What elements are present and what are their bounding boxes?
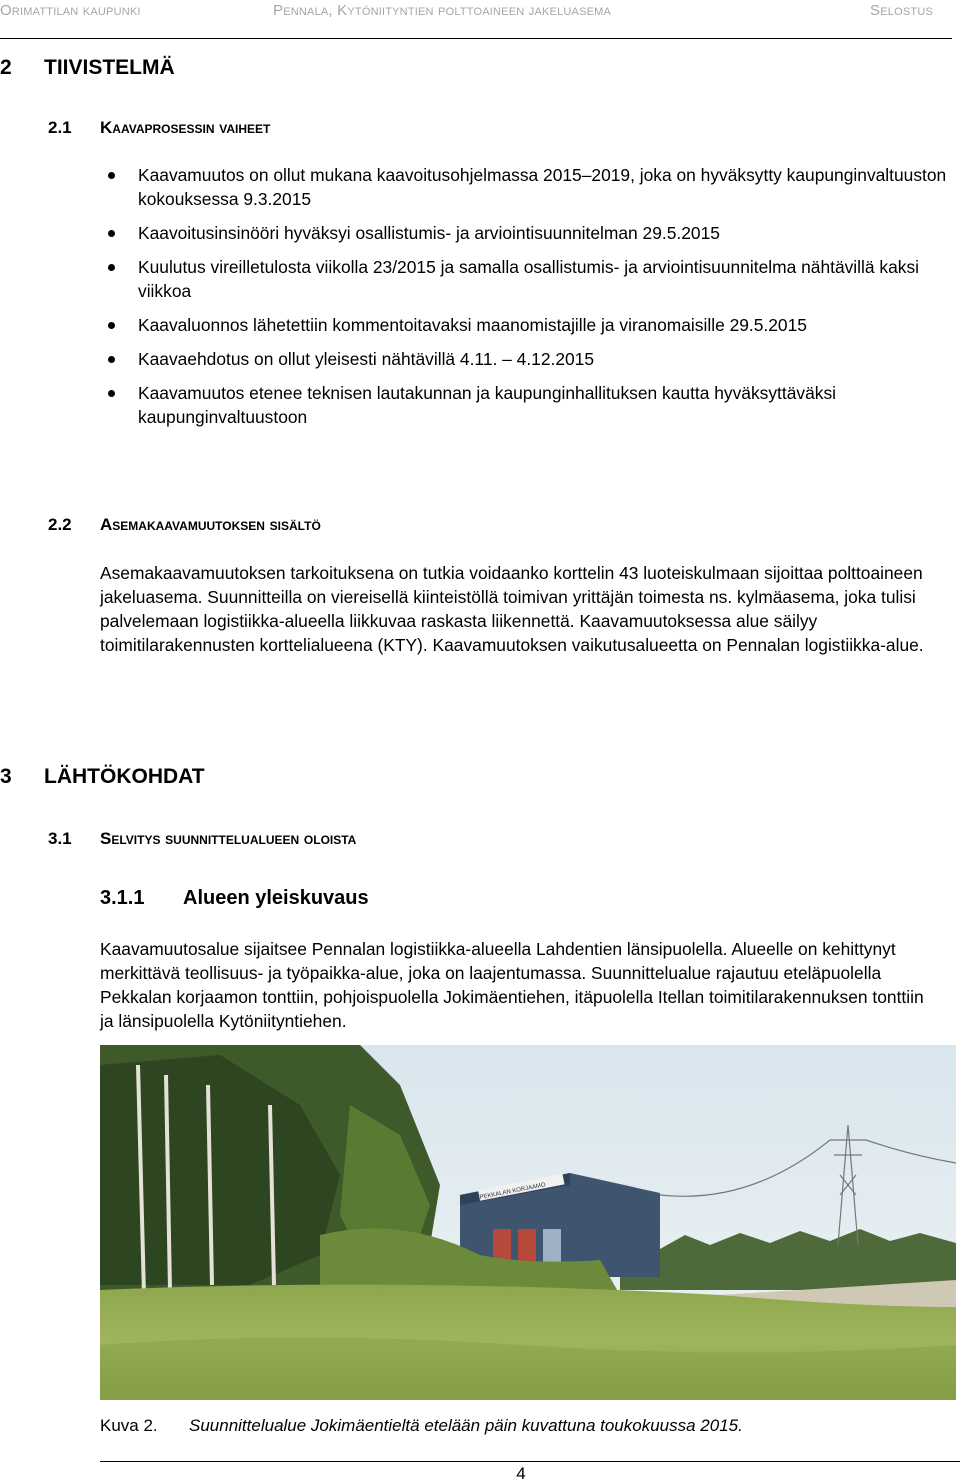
list-item: Kaavaehdotus on ollut yleisesti nähtävillä 4.11. – 4.12.2015	[106, 347, 956, 371]
body-paragraph: Kaavamuutosalue sijaitsee Pennalan logistiikka-alueella Lahdentien länsipuolella. Alueelle on kehittynyt merkittävä teollisuus- ja työpaikka-alue, joka on laajentumassa. Suunnittelualue rajautuu eteläpuolella Pekkalan korjaamon tonttiin, pohjoispuolella Jokimäentiehen, itäpuolella Itellan toimitilarakennuksen tonttiin ja länsipuolella Kytöniityntiehen.	[100, 939, 924, 1031]
list-item: Kaavaluonnos lähetettiin kommentoitavaksi maanomistajille ja viranomaisille 29.5.2015	[106, 313, 956, 337]
section-number: 2.2	[48, 515, 72, 534]
page-header	[0, 0, 960, 40]
section-number: 2.1	[48, 118, 72, 137]
section-title: LÄHTÖKOHDAT	[44, 765, 205, 788]
footer-divider	[100, 1461, 960, 1462]
section-title: Asemakaavamuutoksen sisältö	[100, 515, 321, 534]
heading-section-2	[0, 56, 175, 80]
heading-section-3	[0, 765, 205, 789]
photo-caption	[100, 1416, 743, 1436]
heading-section-3-1	[48, 829, 356, 849]
heading-section-2-2	[48, 515, 321, 535]
caption-label: Kuva 2.	[100, 1416, 158, 1435]
building-sign: PEKKALAN KORJAAMO	[479, 1182, 547, 1201]
header-center: Pennala, Kytöniityntien polttoaineen jakeluasema	[273, 2, 612, 19]
header-divider	[0, 38, 952, 39]
section-title: TIIVISTELMÄ	[44, 56, 175, 79]
section-number: 3	[0, 765, 12, 788]
site-photo	[100, 1045, 956, 1400]
header-left: Orimattilan kaupunki	[0, 2, 141, 19]
list-item: Kaavoitusinsinööri hyväksyi osallistumis- ja arviointisuunnitelman 29.5.2015	[106, 221, 956, 245]
list-item: Kaavamuutos etenee teknisen lautakunnan ja kaupunginhallituksen kautta hyväksyttäväksi kaupunginvaltuustoon	[106, 381, 956, 429]
heading-section-2-1	[48, 118, 270, 138]
heading-section-3-1-1	[100, 887, 369, 910]
header-right: Selostus	[870, 2, 933, 19]
body-paragraph: Asemakaavamuutoksen tarkoituksena on tutkia voidaanko korttelin 43 luoteiskulmaan sijoittaa polttoaineen jakeluasema. Suunnitteilla on viereisellä kiinteistöllä toimivan yrittäjän toimesta ns. kylmäasema, joka tulisi palvelemaan logistiikka-alueella liikkuvaa raskasta liikennettä. Kaavamuutoksessa alue säilyy toimitilarakennusten korttelialueena (KTY). Kaavamuutoksen vaikutusalueetta on Pennalan logistiikka-alue.	[100, 563, 924, 655]
page-number: 4	[516, 1464, 526, 1483]
site-photo-image	[100, 1045, 956, 1400]
process-steps-list	[106, 163, 956, 439]
section-title: Alueen yleiskuvaus	[183, 887, 369, 909]
section-title: Kaavaprosessin vaiheet	[100, 118, 271, 137]
list-item: Kuulutus vireilletulosta viikolla 23/2015 ja samalla osallistumis- ja arviointisuunnitelma nähtävillä kaksi viikkoa	[106, 255, 956, 303]
section-title: Selvitys suunnittelualueen oloista	[100, 829, 357, 848]
section-number: 3.1.1	[100, 887, 145, 909]
list-item: Kaavamuutos on ollut mukana kaavoitusohjelmassa 2015–2019, joka on hyväksytty kaupunginvaltuuston kokouksessa 9.3.2015	[106, 163, 956, 211]
caption-text: Suunnittelualue Jokimäentieltä etelään päin kuvattuna toukokuussa 2015.	[189, 1416, 743, 1435]
section-number: 3.1	[48, 829, 72, 848]
section-number: 2	[0, 56, 12, 79]
